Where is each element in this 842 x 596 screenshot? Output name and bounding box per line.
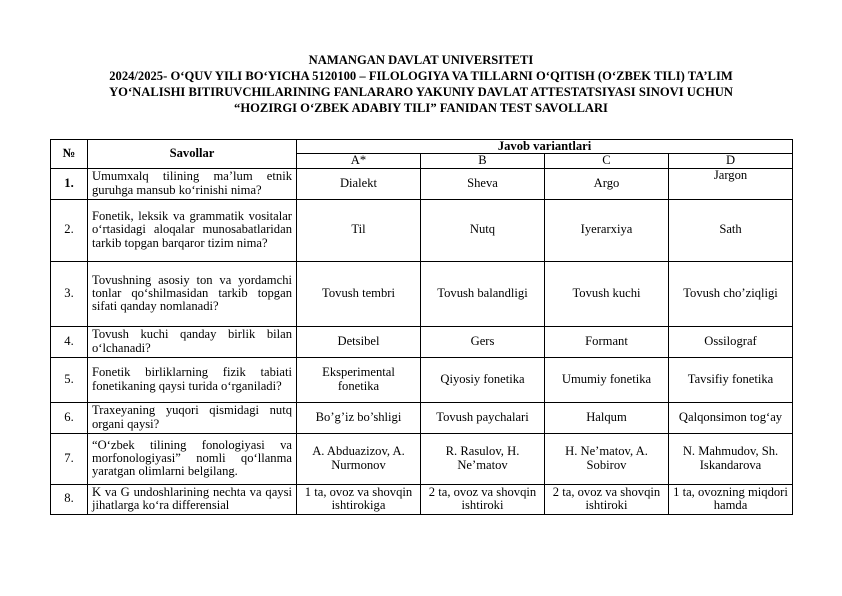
table-row: [51, 199, 793, 261]
table-row: [51, 168, 793, 199]
question-text: Tovushning asosiy ton va yordamchi tonlar qo‘shilmasidan tarkib topgan sifati qanday nomlanadi?: [88, 261, 297, 326]
table-row: [51, 433, 793, 484]
question-text: “O‘zbek tilining fonologiyasi va morfonologiyasi” nomli qo‘llanma yaratgan olimlarni belgilang.: [88, 433, 297, 484]
header-line-2: 2024/2025- O‘QUV YILI BO‘YICHA 5120100 – FILOLOGIYA VA TILLARNI O‘QITISH (O‘ZBEK TILI) TA’LIM: [109, 69, 733, 83]
question-text: Fonetik, leksik va grammatik vositalar o‘rtasidagi aloqalar munosabatlaridan tarkib topgan barqaror tizim nima?: [88, 199, 297, 261]
column-header-number: №: [51, 140, 88, 169]
row-number: 2.: [51, 199, 88, 261]
answer-c: Argo: [545, 168, 669, 199]
answer-c: 2 ta, ovoz va shovqin ishtiroki: [545, 484, 669, 514]
answer-c: Iyerarxiya: [545, 199, 669, 261]
row-number: 3.: [51, 261, 88, 326]
table-row: [51, 326, 793, 357]
answer-a: Eksperimental fonetika: [297, 357, 421, 402]
row-number: 6.: [51, 402, 88, 433]
question-text: Umumxalq tilining ma’lum etnik guruhga mansub ko‘rinishi nima?: [88, 168, 297, 199]
row-number: 7.: [51, 433, 88, 484]
subheader-a: A*: [297, 154, 421, 168]
answer-c: Halqum: [545, 402, 669, 433]
row-number: 8.: [51, 484, 88, 514]
header-line-3: YO‘NALISHI BITIRUVCHILARINING FANLARARO YAKUNIY DAVLAT ATTESTATSIYASI SINOVI UCHUN: [109, 85, 733, 99]
header-line-4: “HOZIRGI O‘ZBEK ADABIY TILI” FANIDAN TEST SAVOLLARI: [234, 101, 608, 115]
answer-d: Tavsifiy fonetika: [669, 357, 793, 402]
answer-d: Qalqonsimon tog‘ay: [669, 402, 793, 433]
subheader-d: D: [669, 154, 793, 168]
question-text: K va G undoshlarining nechta va qaysi jihatlarga ko‘ra differensial: [88, 484, 297, 514]
answer-a: Til: [297, 199, 421, 261]
table-row: [51, 357, 793, 402]
answer-d: Ossilograf: [669, 326, 793, 357]
answer-b: Tovush paychalari: [421, 402, 545, 433]
answer-a: Dialekt: [297, 168, 421, 199]
question-text: Traxeyaning yuqori qismidagi nutq organi qaysi?: [88, 402, 297, 433]
answer-d: Tovush cho’ziqligi: [669, 261, 793, 326]
row-number: 5.: [51, 357, 88, 402]
subheader-c: C: [545, 154, 669, 168]
answer-c: Umumiy fonetika: [545, 357, 669, 402]
question-text: Tovush kuchi qanday birlik bilan o‘lchanadi?: [88, 326, 297, 357]
row-number: 1.: [51, 168, 88, 199]
university-title: NAMANGAN DAVLAT UNIVERSITETI: [308, 53, 534, 67]
answer-d: N. Mahmudov, Sh. Iskandarova: [669, 433, 793, 484]
column-header-questions: Savollar: [88, 140, 297, 169]
answer-a: Detsibel: [297, 326, 421, 357]
column-header-answers: Javob variantlari: [297, 140, 793, 154]
row-number: 4.: [51, 326, 88, 357]
answer-b: Nutq: [421, 199, 545, 261]
answer-a: Bo’g’iz bo’shligi: [297, 402, 421, 433]
questions-table: [50, 139, 793, 515]
answer-a: A. Abduazizov, A. Nurmonov: [297, 433, 421, 484]
answer-b: Sheva: [421, 168, 545, 199]
answer-a: 1 ta, ovoz va shovqin ishtirokiga: [297, 484, 421, 514]
answer-b: Tovush balandligi: [421, 261, 545, 326]
subheader-b: B: [421, 154, 545, 168]
answer-b: Gers: [421, 326, 545, 357]
document-header: [40, 52, 802, 116]
answer-d: 1 ta, ovozning miqdori hamda: [669, 484, 793, 514]
question-text: Fonetik birliklarning fizik tabiati fonetikaning qaysi turida o‘rganiladi?: [88, 357, 297, 402]
answer-c: H. Ne’matov, A. Sobirov: [545, 433, 669, 484]
table-row: [51, 484, 793, 514]
answer-d: Jargon: [669, 168, 793, 199]
answer-c: Tovush kuchi: [545, 261, 669, 326]
answer-b: Qiyosiy fonetika: [421, 357, 545, 402]
answer-c: Formant: [545, 326, 669, 357]
answer-b: 2 ta, ovoz va shovqin ishtiroki: [421, 484, 545, 514]
answer-b: R. Rasulov, H. Ne’matov: [421, 433, 545, 484]
answer-d: Sath: [669, 199, 793, 261]
table-row: [51, 402, 793, 433]
table-row: [51, 261, 793, 326]
answer-a: Tovush tembri: [297, 261, 421, 326]
